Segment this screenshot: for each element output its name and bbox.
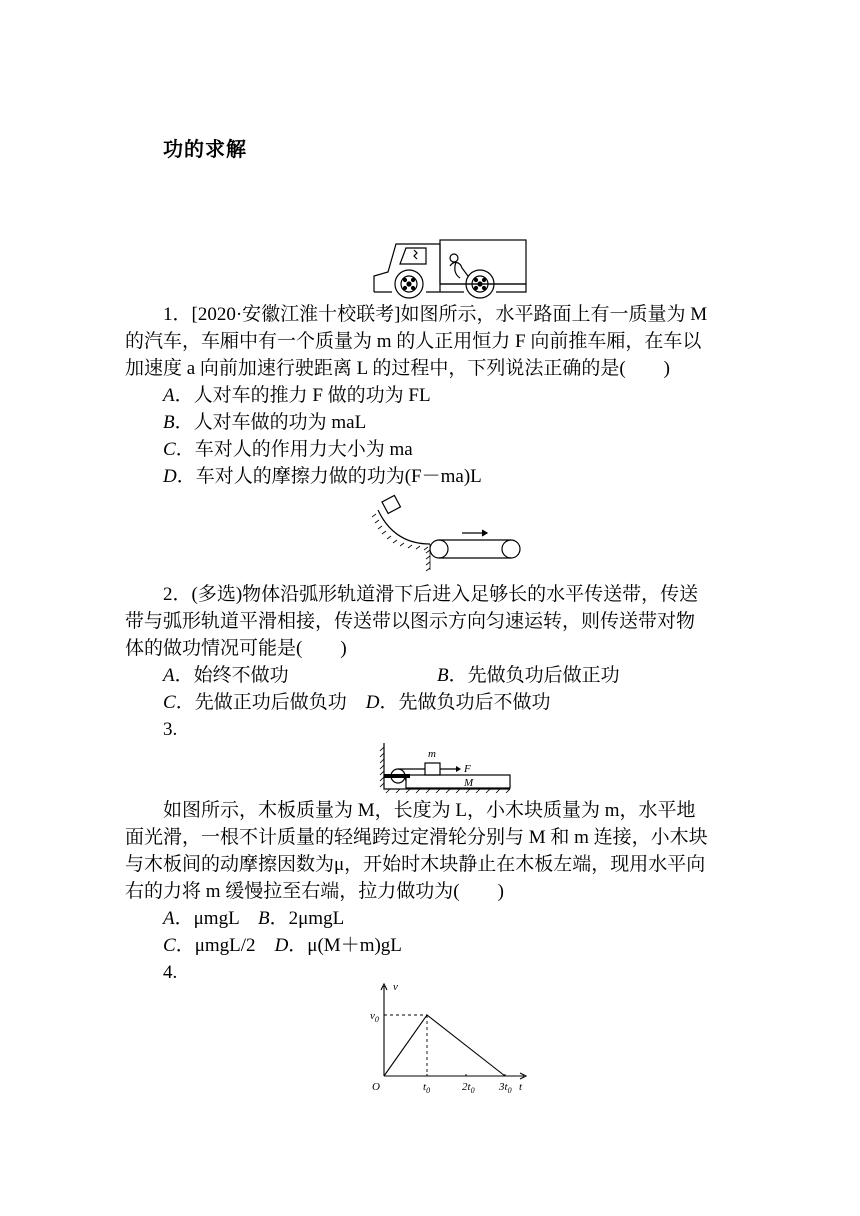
q3-number: 3.	[163, 719, 178, 740]
q3-line-4: 右的力将 m 缓慢拉至右端，拉力做功为( )	[125, 881, 504, 902]
t0-tick-label: $t_0$	[423, 1081, 431, 1095]
t-axis-label: t	[519, 1081, 523, 1093]
q2-option-a: A．始终不做功	[163, 665, 289, 686]
q3-option-c-and-d: C．μmgL/2 D．μ(M＋m)gL	[163, 935, 402, 956]
q4-number: 4.	[163, 962, 178, 983]
q2-line-1: 2．(多选)物体沿弧形轨道滑下后进入足够长的水平传送带，传送	[163, 584, 699, 605]
3t0-tick-label: $3t_0$	[499, 1081, 512, 1095]
q3-line-2: 面光滑，一根不计质量的轻绳跨过定滑轮分别与 M 和 m 连接，小木块	[125, 827, 708, 848]
origin-label: O	[372, 1081, 380, 1093]
q1-line-3: 加速度 a 向前加速行驶距离 L 的过程中，下列说法正确的是( )	[125, 358, 670, 379]
q2-option-b: B．先做负功后做正功	[437, 665, 620, 686]
q1-line-2: 的汽车，车厢中有一个质量为 m 的人正用恒力 F 向前推车厢，在车以	[125, 331, 702, 352]
velocity-time-graph	[368, 980, 536, 1096]
q1-option-b: B．人对车做的功为 maL	[163, 412, 367, 433]
v-axis-label: v	[393, 981, 398, 993]
q3-line-3: 与木板间的动摩擦因数为μ，开始时木块静止在木板左端，现用水平向	[125, 854, 706, 875]
q1-option-d: D．车对人的摩擦力做的功为(F－ma)L	[163, 466, 482, 487]
label-M: M	[464, 777, 474, 789]
label-F: F	[464, 763, 471, 775]
conveyor-figure	[372, 492, 532, 572]
truck-figure	[368, 236, 530, 300]
q1-option-c: C．车对人的作用力大小为 ma	[163, 439, 413, 460]
2t0-tick-label: $2t_0$	[462, 1081, 475, 1095]
q3-option-a-and-b: A．μmgL B．2μmgL	[163, 908, 345, 929]
q1-option-a: A．人对车的推力 F 做的功为 FL	[163, 385, 431, 406]
v0-tick-label: $v_0$	[370, 1010, 379, 1024]
section-title: 功的求解	[163, 137, 247, 161]
q3-line-1: 如图所示，木板质量为 M，长度为 L，小木块质量为 m，水平地	[163, 800, 696, 821]
label-m: m	[428, 748, 436, 760]
q2-line-3: 体的做功情况可能是( )	[125, 638, 347, 659]
pulley-board-figure	[376, 741, 512, 793]
q2-option-c-and-d: C．先做正功后做负功 D．先做负功后不做功	[163, 692, 551, 713]
q1-line-1: 1．[2020·安徽江淮十校联考]如图所示，水平路面上有一质量为 M	[163, 304, 708, 325]
q2-line-2: 带与弧形轨道平滑相接，传送带以图示方向匀速运转，则传送带对物	[125, 611, 696, 632]
